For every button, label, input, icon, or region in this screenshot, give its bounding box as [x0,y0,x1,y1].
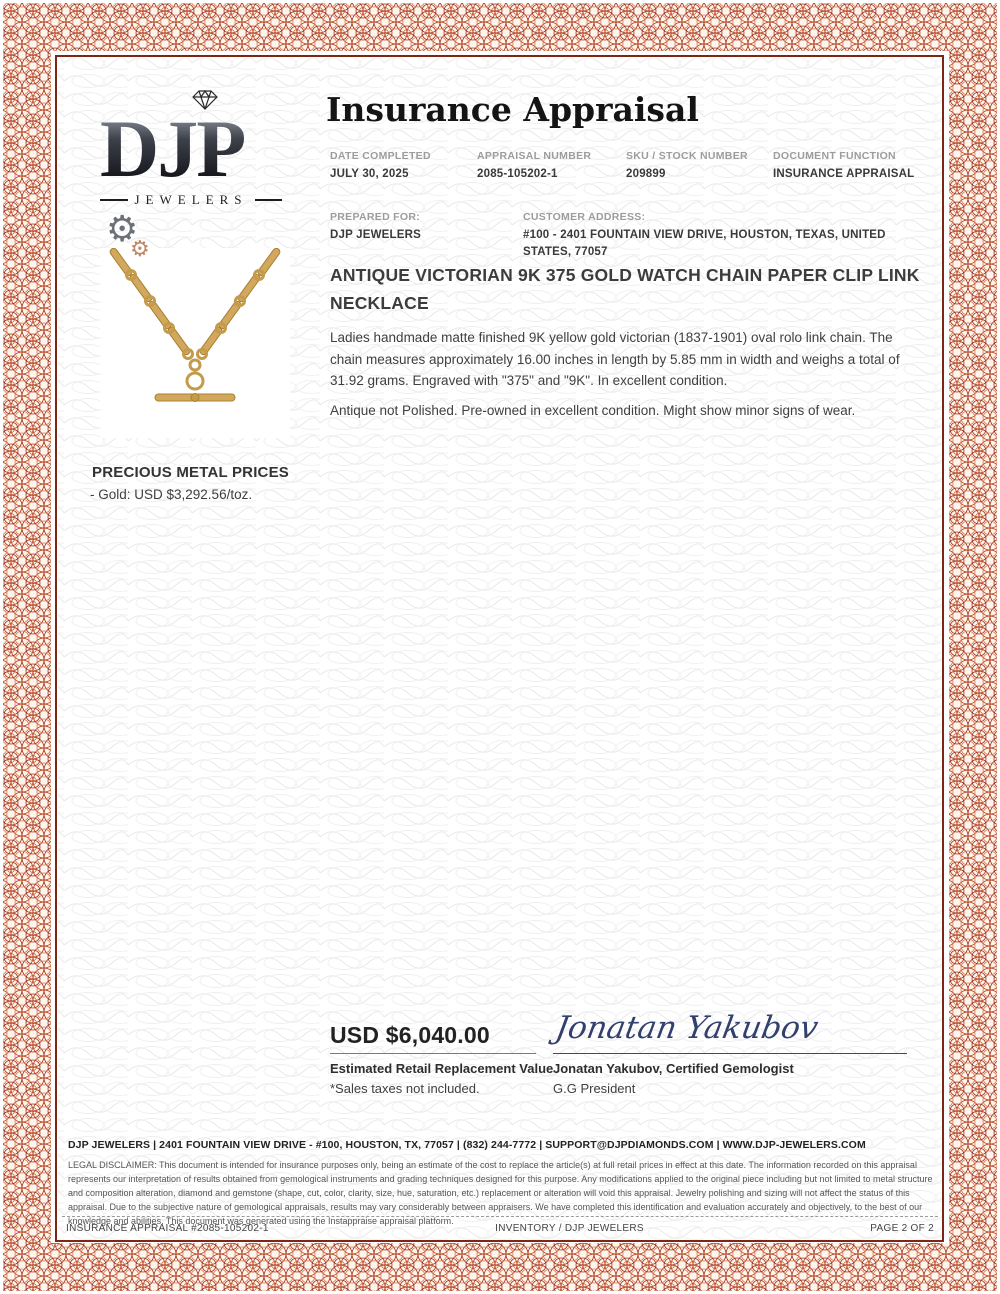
metal-prices-heading: PRECIOUS METAL PRICES [92,464,290,481]
meta-document-function [773,150,914,180]
logo-rule-left [100,199,128,201]
signature-script: Jonatan Yakubov [552,1010,821,1046]
bottom-bar-page-number: PAGE 2 OF 2 [870,1223,934,1234]
meta-appraisal-number [477,150,591,180]
prepared-for-value: DJP JEWELERS [330,229,422,241]
logo-subtitle-text: JEWELERS [134,191,248,207]
meta-value: 2085-105202-1 [477,168,558,180]
signature-divider [553,1053,907,1054]
bottom-bar-inventory: INVENTORY / DJP JEWELERS [495,1223,644,1234]
meta-value: 209899 [626,168,666,180]
djp-logo [100,90,286,261]
item-title: ANTIQUE VICTORIAN 9K 375 GOLD WATCH CHAIN PAPER CLIP LINK NECKLACE [330,265,920,313]
meta-label: DATE COMPLETED [330,150,431,162]
logo-brand-text: DJP [100,110,286,188]
footer-dashed-divider [62,1216,938,1217]
gear-icon: ⚙ [130,236,150,261]
prepared-for-label: PREPARED FOR: [330,211,421,223]
page-title: Insurance Appraisal [326,90,699,129]
replacement-value-amount: USD $6,040.00 [330,1022,490,1048]
item-condition-note: Antique not Polished. Pre-owned in excellent condition. Might show minor signs of wear. [330,403,856,418]
meta-date-completed [330,150,431,180]
footer-contact-line: DJP JEWELERS | 2401 FOUNTAIN VIEW DRIVE - #100, HOUSTON, TX, 77057 | (832) 244-7772 | SUPPORT@DJPDIAMONDS.COM | WWW.DJP-JEWELERS.COM [68,1139,866,1151]
item-description: Ladies handmade matte finished 9K yellow gold victorian (1837-1901) oval rolo link chain. The chain measures approximately 16.00 inches in length by 5.85 mm in width and weighs a total of 31.92 grams. Engraved with "375" and "9K". In excellent condition. [330,330,900,389]
meta-label: SKU / STOCK NUMBER [626,150,748,162]
item-photo [100,248,290,438]
signatory-name: Jonatan Yakubov, Certified Gemologist [553,1061,794,1076]
customer-address-label: CUSTOMER ADDRESS: [523,211,646,223]
prepared-for-block [330,211,510,244]
metal-price-gold: - Gold: USD $3,292.56/toz. [90,487,253,502]
legal-disclaimer: LEGAL DISCLAIMER: This document is intended for insurance purposes only, being an estimate of the cost to replace the article(s) at full retail prices in effect at this date. The information recorded on this appraisal represents our interpretation of results obtained from gemological instruments and grading techniques designed for this purpose. Any modifications applied to the original piece including but not limited to metal structure and composition alteration, diamond and gemstone (shape, cut, color, clarity, size, hue, saturation, etc.) replacement or alteration will void this appraisal. Jewelry polishing and sizing will not affect the status of this appraisal. Due to the subjective nature of gemological appraisals, results may vary considerably between appraisers. We have completed this identification and evaluation accurately and objectively, to the best of our knowledge and abilities. This document was generated using the Instappraise appraisal platform. [68,1160,933,1226]
signatory-title: G.G President [553,1081,636,1096]
logo-rule-right [255,199,283,201]
necklace-illustration [100,248,290,438]
customer-address-value: #100 - 2401 FOUNTAIN VIEW DRIVE, HOUSTON, TEXAS, UNITED STATES, 77057 [523,229,886,259]
sales-tax-note: *Sales taxes not included. [330,1081,480,1096]
logo-subtitle [100,192,282,208]
bottom-bar [66,1223,934,1234]
meta-value: INSURANCE APPRAISAL [773,168,915,180]
meta-label: APPRAISAL NUMBER [477,150,592,162]
meta-sku-stock-number [626,150,748,180]
bottom-bar-appraisal-ref: INSURANCE APPRAISAL #2085-105202-1 [66,1223,269,1234]
gear-icon: ⚙ [106,208,139,249]
meta-value: JULY 30, 2025 [330,168,409,180]
customer-address-block [523,211,911,262]
valuation-divider [330,1053,536,1054]
meta-label: DOCUMENT FUNCTION [773,150,896,162]
replacement-value-label: Estimated Retail Replacement Value [330,1061,554,1076]
